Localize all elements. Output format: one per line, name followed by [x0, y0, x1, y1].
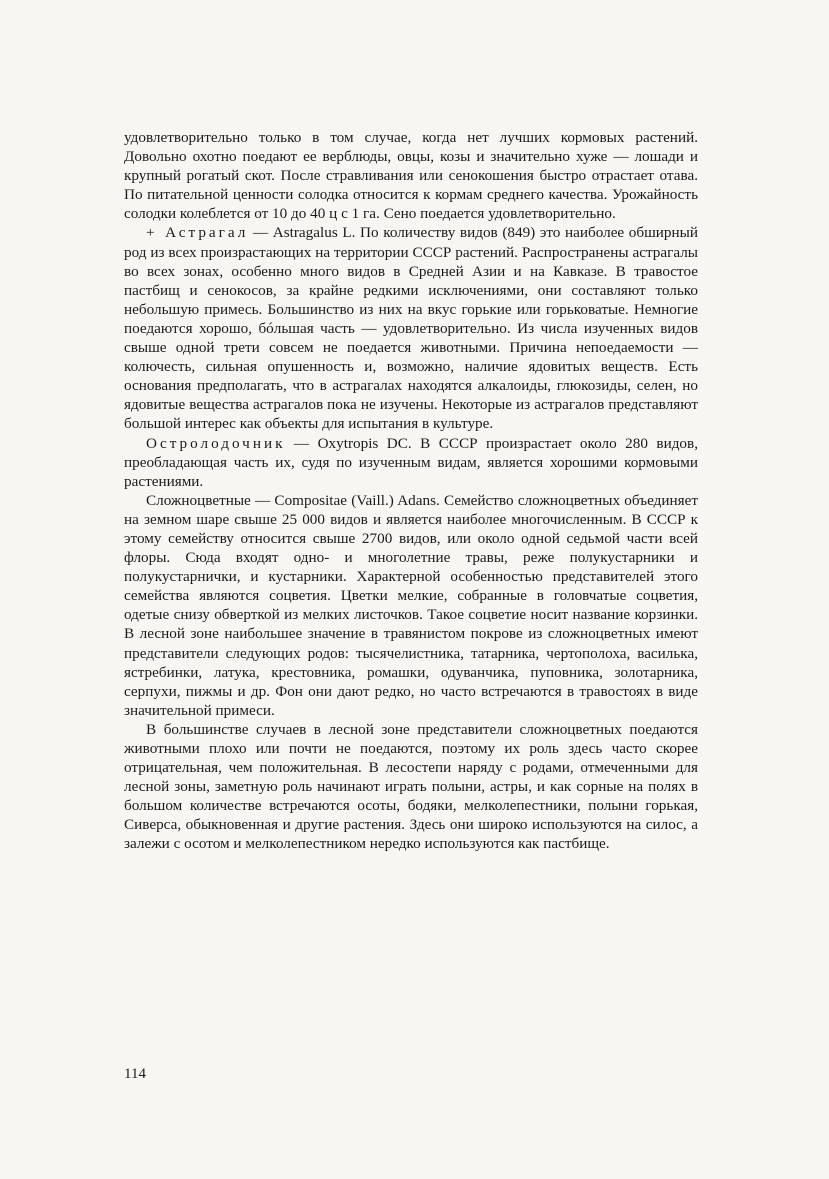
paragraph-forest-zone — [124, 720, 698, 854]
paragraph-compositae — [124, 491, 698, 720]
paragraph-text: — Astragalus L. По количеству видов (849) это наиболее обширный род из всех произрастающих на территории СССР растений. Распространены астрагалы во всех зонах, особенно много видов в Средней Азии и на Кавказе. В травостое пастбищ и сенокосов, за крайне редкими исключениями, они составляют только небольшую примесь. Большинство из них на вкус горькие или горьковатые. Немногие поедаются хорошо, бóльшая часть — удовлетворительно. Из числа изученных видов свыше одной трети совсем не поедается животными. Причина непоедаемости — колючесть, сильная опушенность и, возможно, наличие ядовитых веществ. Есть основания предполагать, что в астрагалах находятся алкалоиды, глюкозиды, селен, но ядовитые вещества астрагалов пока не изучены. Некоторые из астрагалов представляют большой интерес как объекты для испытания в культуре. — [124, 224, 698, 433]
paragraph-licorice — [124, 128, 698, 223]
paragraph-text: — Oxytropis DC. В СССР произрастает около 280 видов, преобладающая часть их, судя по изученным видам, является хорошими кормовыми растениями. — [124, 434, 698, 490]
body-text — [124, 128, 698, 854]
paragraph-oxytropis — [124, 434, 698, 491]
paragraph-astragalus — [124, 223, 698, 433]
paragraph-lead: + Астрагал — [146, 224, 249, 242]
page-number: 114 — [124, 1066, 146, 1082]
paragraph-lead: Остролодочник — [146, 434, 286, 452]
paragraph-text: В большинстве случаев в лесной зоне представители сложноцветных поедаются животными плохо или почти не поедаются, поэтому их роль здесь часто скорее отрицательная, чем положительная. В лесостепи наряду с родами, отмеченными для лесной зоны, заметную роль начинают играть полыни, астры, и как сорные на полях в большом количестве встречаются осоты, бодяки, мелколепестники, полыни горькая, Сиверса, обыкновенная и другие растения. Здесь они широко используются на силос, а залежи с осотом и мелколепестником нередко используются как пастбище. — [124, 720, 698, 853]
paragraph-text: удовлетворительно только в том случае, когда нет лучших кормовых растений. Довольно охотно поедают ее верблюды, овцы, козы и значительно хуже — лошади и крупный рогатый скот. После стравливания или сенокошения быстро отрастает отава. По питательной ценности солодка относится к кормам среднего качества. Урожайность солодки колеблется от 10 до 40 ц с 1 га. Сено поедается удовлетворительно. — [124, 129, 698, 223]
paragraph-text: Сложноцветные — Compositae (Vaill.) Adans. Семейство сложноцветных объединяет на земном шаре свыше 25 000 видов и является наиболее многочисленным. В СССР к этому семейству относится свыше 2700 видов, или около одной седьмой части всей флоры. Сюда входят одно- и многолетние травы, реже полукустарники и полукустарнички, и кустарники. Характерной особенностью представителей этого семейства являются соцветия. Цветки мелкие, собранные в головчатые соцветия, одетые снизу обверткой из мелких листочков. Такое соцветие носит название корзинки. В лесной зоне наибольшее значение в травянистом покрове из сложноцветных имеют представители следующих родов: тысячелистника, татарника, чертополоха, василька, ястребинки, латука, крестовника, ромашки, одуванчика, пуповника, золотарника, серпухи, пижмы и др. Фон они дают редко, но часто встречаются в травостоях в виде значительной примеси. — [124, 491, 698, 719]
